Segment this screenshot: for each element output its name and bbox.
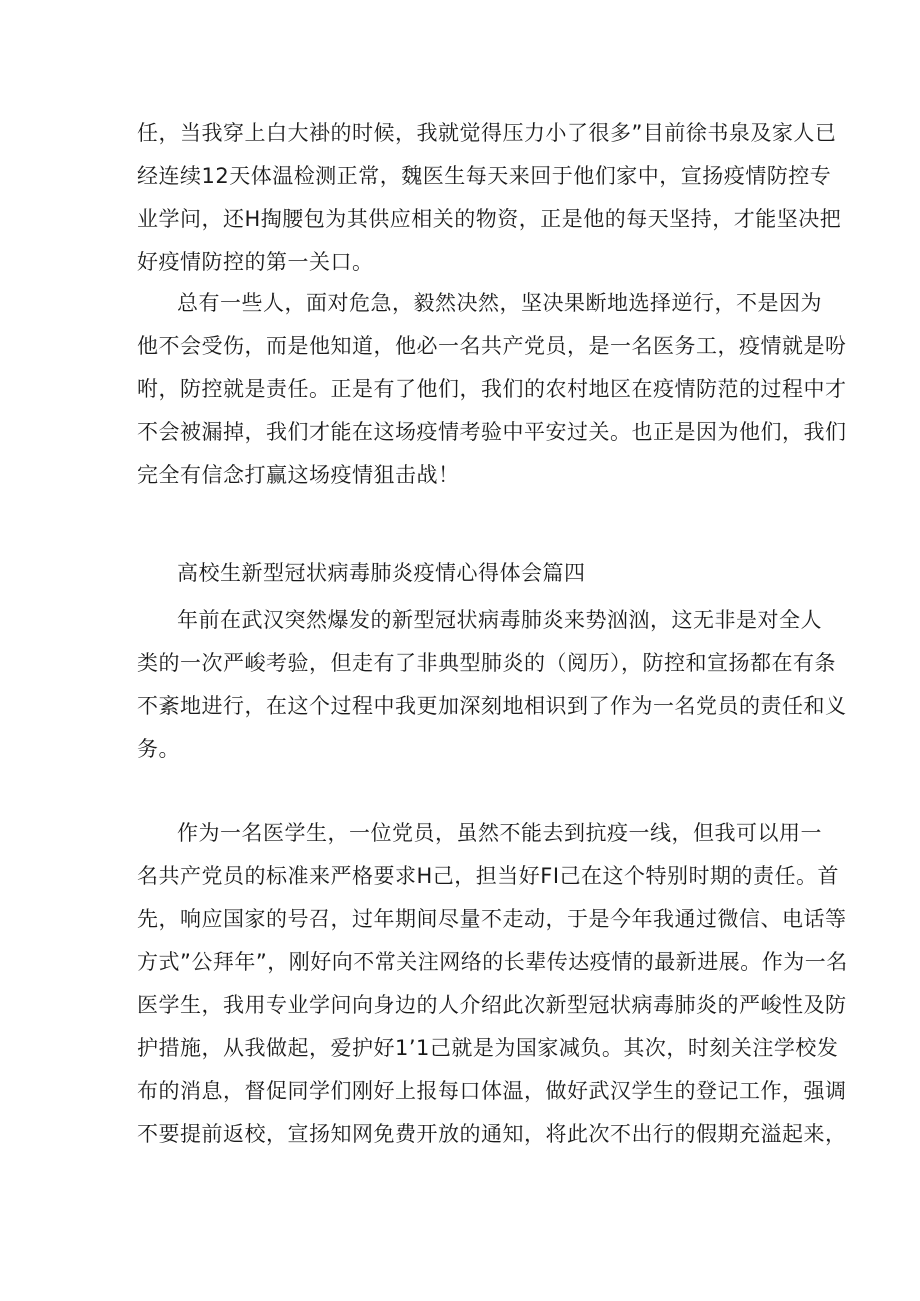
text-line: 布的消息，督促同学们刚好上报每口体温，做好武汉学生的登记工作，强调 bbox=[137, 1079, 847, 1103]
text-line: 经连续12天体温检测正常，魏医生每天来回于他们家中，宣扬疫情防控专 bbox=[137, 164, 832, 188]
text-line: 咐，防控就是责任。正是有了他们，我们的农村地区在疫情防范的过程中才 bbox=[137, 377, 847, 401]
paragraph-4 bbox=[137, 812, 848, 1156]
text-line: 不紊地进行，在这个过程中我更加深刻地相识到了作为一名党员的责任和义 bbox=[137, 694, 847, 718]
paragraph-2 bbox=[137, 282, 847, 497]
text-line: 不会被漏掉，我们才能在这场疫情考验中平安过关。也正是因为他们，我们 bbox=[137, 420, 847, 444]
text-line: 类的一次严峻考验，但走有了非典型肺炎的（阅历），防控和宣扬都在有条 bbox=[137, 651, 836, 675]
paragraph-3 bbox=[137, 599, 847, 771]
text-line: 不要提前返校，宣扬知网免费开放的通知，将此次不出行的假期充溢起来， bbox=[137, 1122, 847, 1146]
text-line: 完全有信念打赢这场疫情狙击战！ bbox=[137, 463, 460, 487]
text-line: 任，当我穿上白大褂的时候，我就觉得压力小了很多”目前徐书泉及家人已 bbox=[137, 121, 837, 145]
text-line: 年前在武汉突然爆发的新型冠状病毒肺炎来势汹汹，这无非是对全人 bbox=[177, 608, 822, 632]
text-line: 医学生，我用专业学问向身边的人介绍此次新型冠状病毒肺炎的严峻性及防 bbox=[137, 993, 847, 1017]
text-line: 护措施，从我做起，爱护好1’1己就是为国家减负。其次，时刻关注学校发 bbox=[137, 1036, 839, 1060]
text-line: 好疫情防控的第一关口。 bbox=[137, 250, 374, 274]
text-line: 名共产党员的标准来严格要求H己，担当好FI己在这个特别时期的责任。首 bbox=[137, 864, 840, 888]
heading-text: 高校生新型冠状病毒肺炎疫情心得体会篇四 bbox=[177, 561, 586, 585]
text-line: 务。 bbox=[137, 737, 180, 761]
text-line: 先，响应国家的号召，过年期间尽量不走动，于是今年我通过微信、电话等 bbox=[137, 907, 847, 931]
text-line: 总有一些人，面对危急，毅然决然，坚决果断地选择逆行，不是因为 bbox=[177, 291, 822, 315]
text-line: 方式”公拜年”，刚好向不常关注网络的长辈传达疫情的最新进展。作为一名 bbox=[137, 950, 848, 974]
text-line: 作为一名医学生，一位党员，虽然不能去到抗疫一线，但我可以用一 bbox=[177, 821, 822, 845]
section-heading bbox=[137, 552, 797, 595]
paragraph-continuation bbox=[137, 112, 842, 284]
text-line: 他不会受伤，而是他知道，他必一名共产党员，是一名医务工，疫情就是吩 bbox=[137, 334, 847, 358]
text-line: 业学问，还H掏腰包为其供应相关的物资，正是他的每天坚持，才能坚决把 bbox=[137, 207, 842, 231]
